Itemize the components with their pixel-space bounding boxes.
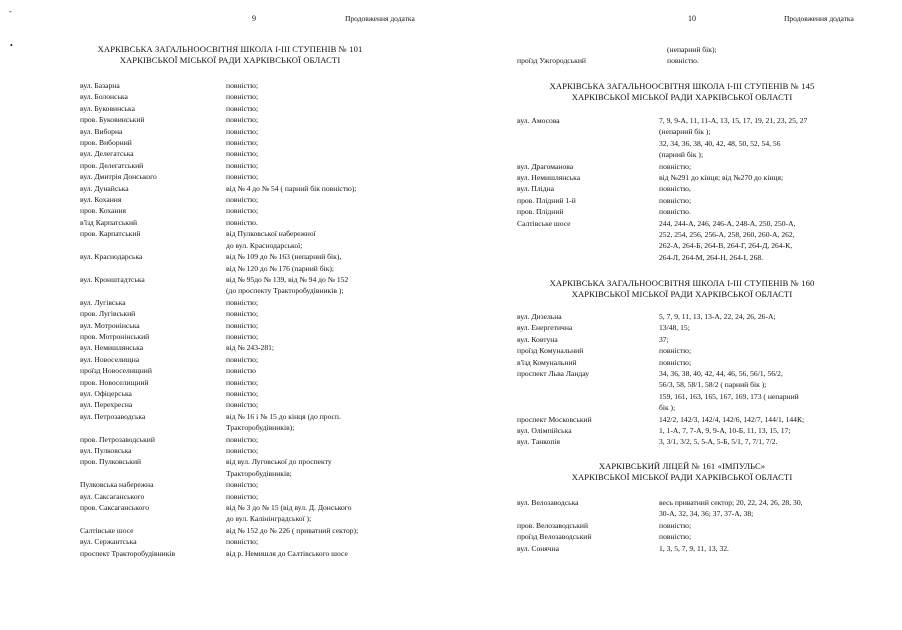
street-range: повністю. — [667, 56, 699, 66]
street-row — [80, 320, 440, 331]
street-name: вул. Дизельна — [517, 312, 562, 321]
street-row — [80, 137, 440, 148]
school-title-line-2: ХАРКІВСЬКОЇ МІСЬКОЇ РАДИ ХАРКІВСЬКОЇ ОБЛАСТІ — [571, 289, 793, 299]
street-name: вул. Перехресна — [80, 400, 133, 410]
right-page — [451, 0, 902, 630]
street-row — [517, 161, 897, 172]
street-name: пров. Виборний — [80, 138, 132, 148]
street-row — [80, 126, 440, 137]
page-number: 10 — [688, 14, 696, 23]
street-name: вул. Базарна — [80, 81, 120, 90]
street-range: 244, 244-А, 246, 246-А, 248-А, 250, 250-А, 252, 254, 256, 256-А, 258, 260, 260-А, 262, 262-А, 264-Б, 264-В, 264-Г, 264-Д, 264-К, 264-Л, 264-М, 264-Н, 264-І, 268. — [659, 218, 796, 262]
street-row — [80, 274, 440, 297]
school-title — [451, 278, 902, 300]
street-range: від № 109 до № 163 (непарний бік), від № 120 до № 176 (парний бік); — [226, 252, 342, 273]
street-name: вул. Плідна — [517, 184, 555, 194]
street-range: 1, 1-А, 7, 7-А, 9, 9-А, 10-Б, 11, 13, 15, 17; — [659, 426, 791, 436]
school-title-line-1: ХАРКІВСЬКА ЗАГАЛЬНООСВІТНЯ ШКОЛА І-ІІІ СТУПЕНІВ № 101 — [97, 44, 363, 54]
street-range: повністю; — [659, 195, 692, 205]
street-range: весь приватний сектор; 20, 22, 24, 26, 28, 30, 30-А, 32, 34, 36; 37, 37-А, 38; — [659, 498, 803, 519]
street-list — [517, 115, 897, 263]
street-name: вул. Немишлянська — [80, 343, 144, 353]
street-name: вул. Дмитрія Донського — [80, 172, 157, 182]
street-range: повністю; — [226, 320, 259, 330]
street-row — [80, 525, 440, 536]
street-row — [80, 388, 440, 399]
street-range: від № 3 до № 15 (від вул. Д. Донського до вул. Калінінградської ); — [226, 503, 352, 524]
street-range: повністю; — [226, 92, 259, 102]
street-row — [80, 160, 440, 171]
street-row — [80, 479, 440, 490]
school-title-line-2: ХАРКІВСЬКОЇ МІСЬКОЇ РАДИ ХАРКІВСЬКОЇ ОБЛАСТІ — [571, 92, 793, 102]
street-range: 37; — [659, 334, 669, 344]
street-row — [517, 520, 897, 531]
street-row — [80, 297, 440, 308]
street-range: повністю; — [226, 115, 259, 125]
street-name: вул. Лугівська — [80, 297, 126, 307]
street-name: проїзд Велозаводський — [517, 532, 592, 542]
street-range: від р. Немишля до Салтівського шосе — [226, 548, 348, 558]
street-name: вул. Болонська — [80, 92, 128, 102]
street-range: від № 95до № 139, від № 94 до № 152 (до проспекту Тракторобудівників ); — [226, 274, 349, 296]
street-range: повністю; — [226, 480, 259, 490]
street-row — [80, 251, 440, 274]
street-name: пров. Плідний — [517, 207, 564, 217]
continuation-label: Продовження додатка — [345, 14, 415, 23]
scan-mark: • — [10, 41, 13, 50]
street-row — [517, 115, 897, 161]
street-row — [517, 195, 897, 206]
street-name: вул. Немишлянська — [517, 173, 581, 183]
street-range: повністю; — [226, 309, 259, 319]
school-title-line-1: ХАРКІВСЬКА ЗАГАЛЬНООСВІТНЯ ШКОЛА І-ІІІ СТУПЕНІВ № 160 — [549, 278, 815, 288]
street-range: від № 243-281; — [226, 343, 275, 353]
street-name: пров. Велозаводський — [517, 520, 589, 530]
street-name: Салтівське шосе — [80, 525, 134, 535]
street-range: повністю; — [659, 357, 692, 367]
street-range: 34, 36, 38, 40, 42, 44, 46, 56, 56/1, 56/2, 56/3, 58, 58/1, 58/2 ( парний бік ); 159, 161, 163, 165, 167, 169, 173 ( непарний бік ); — [659, 369, 799, 413]
street-row — [80, 228, 440, 251]
street-range: від № 16 і № 15 до кінця (до просп. Тракторобудівників); — [226, 411, 341, 433]
street-row — [517, 55, 897, 66]
street-row — [80, 205, 440, 216]
street-range: повністю; — [226, 160, 259, 170]
continued-rows — [517, 44, 897, 67]
street-name: вул. Буковинська — [80, 103, 135, 113]
street-row — [80, 434, 440, 445]
street-range: 7, 9, 9-А, 11, 11-А, 13, 15, 17, 19, 21, 23, 25, 27 (непарний бік ); 32, 34, 36, 38, 40, 42, 48, 50, 52, 54, 56 (парний бік ); — [659, 116, 808, 160]
street-name: пров. Кохання — [80, 206, 127, 216]
street-name: пров. Саксаганського — [80, 503, 150, 513]
street-range: повністю; — [226, 172, 259, 182]
street-row — [517, 311, 897, 322]
street-row — [80, 399, 440, 410]
street-row — [517, 183, 897, 194]
street-name: вул. Мотронінська — [80, 320, 140, 330]
street-row — [517, 357, 897, 368]
street-range: від Пулковської набережної до вул. Краснодарської; — [226, 229, 316, 250]
street-range: повністю; — [659, 346, 692, 356]
street-range: 5, 7, 9, 11, 13, 13-А, 22, 24, 26, 26-А; — [659, 312, 776, 321]
street-name: вул. Сержантська — [80, 537, 137, 547]
street-name: Пулковська набережна — [80, 480, 154, 490]
street-name: в'їзд Карпатський — [80, 217, 138, 227]
street-row — [517, 44, 897, 55]
street-range: повністю; — [226, 388, 259, 398]
street-range: 13/48, 15; — [659, 323, 690, 333]
scan-mark: - — [9, 7, 12, 16]
street-range: повністю; — [659, 520, 692, 530]
street-row — [517, 334, 897, 345]
street-name: вул. Кронштадтська — [80, 274, 145, 284]
street-name — [517, 44, 667, 55]
street-range: повністю; — [659, 161, 692, 171]
street-range: (непарний бік); — [667, 45, 717, 54]
street-name: Салтівське шосе — [517, 218, 571, 228]
street-name: пров. Пулковський — [80, 457, 142, 467]
street-range: повністю; — [226, 138, 259, 148]
street-range: від №291 до кінця; від №270 до кінця; — [659, 173, 784, 183]
street-row — [80, 103, 440, 114]
street-range: повністю; — [226, 537, 259, 547]
school-title-line-1: ХАРКІВСЬКА ЗАГАЛЬНООСВІТНЯ ШКОЛА І-ІІІ СТУПЕНІВ № 145 — [549, 81, 815, 91]
street-row — [80, 548, 440, 559]
street-row — [80, 377, 440, 388]
street-range: повністю; — [659, 532, 692, 542]
street-name: вул. Амосова — [517, 116, 560, 125]
street-name: пров. Лугівський — [80, 309, 136, 319]
street-row — [80, 80, 440, 91]
street-row — [80, 342, 440, 353]
street-name: в'їзд Комунальний — [517, 357, 577, 367]
school-title-line-2: ХАРКІВСЬКОЇ МІСЬКОЇ РАДИ ХАРКІВСЬКОЇ ОБЛАСТІ — [571, 472, 793, 482]
school-title — [451, 81, 902, 103]
street-name: проїзд Комунальний — [517, 346, 584, 356]
street-name: пров. Буковинський — [80, 115, 145, 125]
street-name: вул. Новоселищна — [80, 354, 140, 364]
street-row — [517, 436, 897, 447]
street-range: повністю — [226, 366, 256, 376]
street-name: вул. Драгоманова — [517, 161, 574, 171]
street-row — [517, 531, 897, 542]
street-range: 3, 3/1, 3/2, 5, 5-А, 5-Б, 5/1, 7, 7/1, 7/2. — [659, 437, 778, 447]
street-row — [80, 331, 440, 342]
street-range: повністю; — [226, 491, 259, 501]
street-name: проїзд Ужгородський — [517, 56, 586, 66]
street-row — [517, 425, 897, 436]
school-title-line-2: ХАРКІВСЬКОЇ МІСЬКОЇ РАДИ ХАРКІВСЬКОЇ ОБЛАСТІ — [119, 55, 341, 65]
street-range: повністю. — [226, 217, 258, 227]
street-name: пров. Карпатський — [80, 229, 141, 239]
street-range: від № 152 до № 226 ( приватний сектор); — [226, 525, 359, 535]
street-name: вул. Ковтуна — [517, 334, 558, 344]
school-title-line-1: ХАРКІВСЬКИЙ ЛІЦЕЙ № 161 «ІМПУЛЬС» — [598, 461, 766, 471]
street-range: повністю; — [226, 126, 259, 136]
street-row — [517, 345, 897, 356]
street-range: від вул. Луговської до проспекту Тракторобудівників; — [226, 457, 332, 478]
street-name: проїзд Новоселищний — [80, 366, 152, 376]
street-row — [80, 217, 440, 228]
street-row — [80, 308, 440, 319]
street-range: 142/2, 142/3, 142/4, 142/6, 142/7, 144/1, 144К; — [659, 414, 805, 424]
street-name: проспект Московський — [517, 414, 592, 424]
street-row — [80, 536, 440, 547]
street-range: повністю, — [659, 184, 691, 194]
street-name: пров. Петрозаводський — [80, 434, 155, 444]
street-range: повністю; — [226, 297, 259, 307]
street-row — [80, 411, 440, 434]
street-name: вул. Офіцерська — [80, 388, 132, 398]
street-row — [517, 206, 897, 217]
street-row — [517, 218, 897, 264]
street-row — [80, 171, 440, 182]
street-name: вул. Сонячна — [517, 543, 560, 553]
street-row — [80, 491, 440, 502]
street-name: вул. Олімпійська — [517, 426, 572, 436]
street-row — [517, 368, 897, 414]
street-range: від № 4 до № 54 ( парний бік повністю); — [226, 183, 357, 193]
street-range: повністю; — [226, 149, 259, 159]
street-name: пров. Плідний 1-й — [517, 195, 576, 205]
street-name: вул. Саксаганського — [80, 491, 145, 501]
street-range: повністю; — [226, 103, 259, 113]
street-name: вул. Виборна — [80, 126, 123, 136]
street-row — [80, 502, 440, 525]
street-row — [517, 414, 897, 425]
continuation-label: Продовження додатка — [784, 14, 854, 23]
street-row — [80, 354, 440, 365]
street-list — [80, 80, 440, 559]
street-row — [80, 148, 440, 159]
street-name: вул. Краснодарська — [80, 252, 143, 262]
street-range: повністю; — [226, 377, 259, 387]
street-name: вул. Кохання — [80, 195, 122, 205]
street-row — [80, 445, 440, 456]
street-list — [517, 497, 897, 554]
street-name: пров. Новоселищний — [80, 377, 149, 387]
street-range: повністю; — [226, 434, 259, 444]
street-name: вул. Енергетична — [517, 323, 573, 333]
street-name: вул. Петрозаводська — [80, 411, 146, 421]
street-range: повністю; — [226, 331, 259, 341]
street-name: вул. Пулковська — [80, 446, 132, 455]
street-row — [80, 365, 440, 376]
street-row — [80, 194, 440, 205]
street-row — [80, 456, 440, 479]
street-range: повністю; — [226, 354, 259, 364]
street-name: вул. Делегатська — [80, 149, 134, 159]
street-range: 1, 3, 5, 7, 9, 11, 13, 32. — [659, 543, 729, 553]
street-range: повністю; — [226, 195, 259, 205]
street-row — [80, 114, 440, 125]
school-title — [451, 461, 902, 483]
page-number: 9 — [252, 14, 256, 23]
street-range: повністю; — [226, 446, 259, 455]
street-row — [517, 172, 897, 183]
street-range: повністю. — [659, 207, 691, 217]
street-range: повністю; — [226, 81, 259, 90]
street-list — [517, 311, 897, 448]
street-range: повністю; — [226, 206, 259, 216]
street-name: пров. Делегатський — [80, 160, 144, 170]
street-name: вул. Танкопія — [517, 437, 561, 447]
school-title — [0, 41, 460, 66]
street-name: вул. Дунайська — [80, 183, 129, 193]
street-row — [80, 91, 440, 102]
street-name: пров. Мотронінський — [80, 331, 150, 341]
street-range: повністю; — [226, 400, 259, 410]
street-name: вул. Велозаводська — [517, 498, 579, 507]
street-name: проспект Тракторобудівників — [80, 548, 176, 558]
street-row — [80, 183, 440, 194]
street-row — [517, 497, 897, 520]
street-row — [517, 543, 897, 554]
street-name: проспект Льва Ландау — [517, 369, 590, 379]
street-row — [517, 322, 897, 333]
